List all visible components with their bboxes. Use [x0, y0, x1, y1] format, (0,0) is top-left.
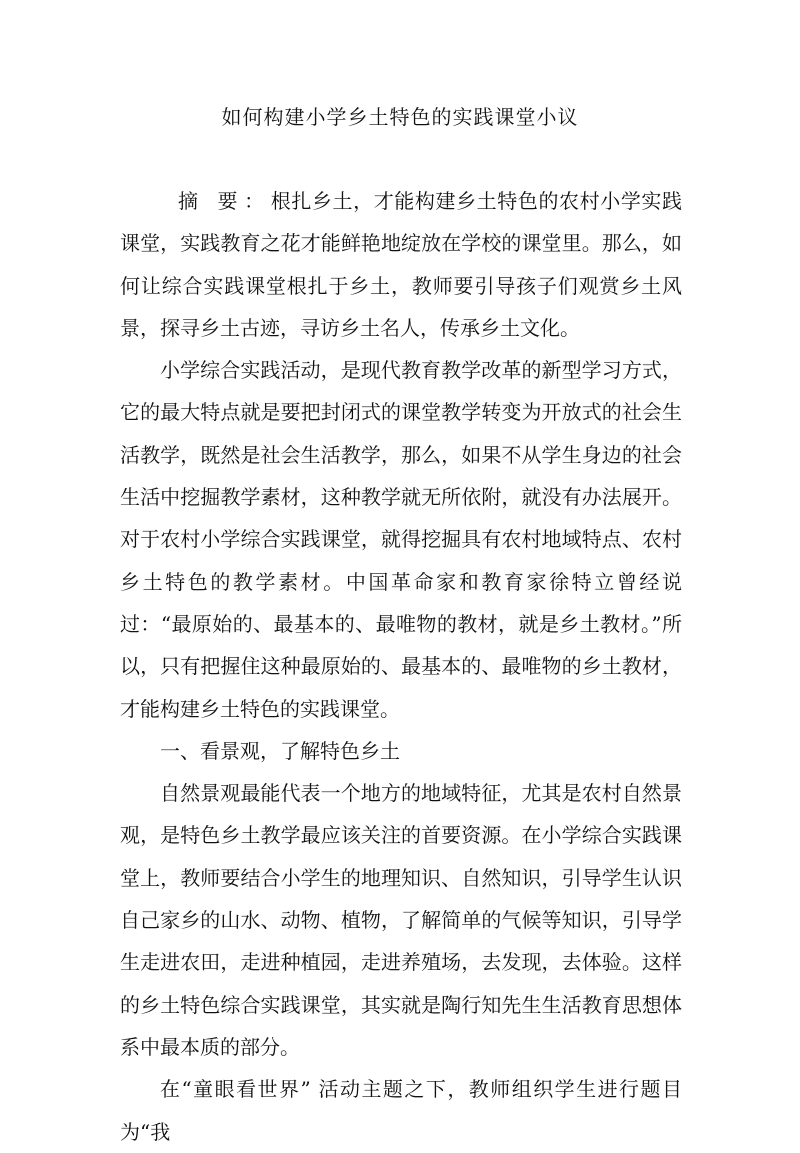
abstract-paragraph	[120, 180, 682, 349]
body-paragraph-activity: 在“童眼看世界” 活动主题之下，教师组织学生进行题目为“我	[120, 1077, 682, 1144]
document-body	[120, 180, 682, 1153]
abstract-text: 根扎乡土，才能构建乡土特色的农村小学实践课堂，实践教育之花才能鲜艳地绽放在学校的课堂里。那么，如何让综合实践课堂根扎于乡土，教师要引导孩子们观赏乡土风景，探寻乡土古迹，寻访乡土名人，传承乡土文化。	[120, 189, 683, 340]
abstract-label: 摘 要：	[178, 189, 271, 213]
body-paragraph-landscape: 自然景观最能代表一个地方的地域特征，尤其是农村自然景观，是特色乡土教学最应该关注的首要资源。在小学综合实践课堂上，教师要结合小学生的地理知识、自然知识，引导学生认识自己家乡的山水、动物、植物，了解简单的气候等知识，引导学生走进农田，走进种植园，走进养殖场，去发现，去体验。这样的乡土特色综合实践课堂，其实就是陶行知先生生活教育思想体系中最本质的部分。	[120, 781, 682, 1059]
document-title: 如何构建小学乡土特色的实践课堂小议	[221, 105, 579, 129]
section-heading-1: 一、看景观，了解特色乡土	[160, 738, 400, 763]
body-paragraph-intro: 小学综合实践活动，是现代教育教学改革的新型学习方式，它的最大特点就是要把封闭式的课堂教学转变为开放式的社会生活教学，既然是社会生活教学，那么，如果不从学生身边的社会生活中挖掘教学素材，这种教学就无所依附，就没有办法展开。对于农村小学综合实践课堂，就得挖掘具有农村地域特点、农村乡土特色的教学素材。中国革命家和教育家徐特立曾经说过：“最原始的、最基本的、最唯物的教材，就是乡土教材。”所以，只有把握住这种最原始的、最基本的、最唯物的乡土教材，才能构建乡土特色的实践课堂。	[120, 358, 682, 721]
